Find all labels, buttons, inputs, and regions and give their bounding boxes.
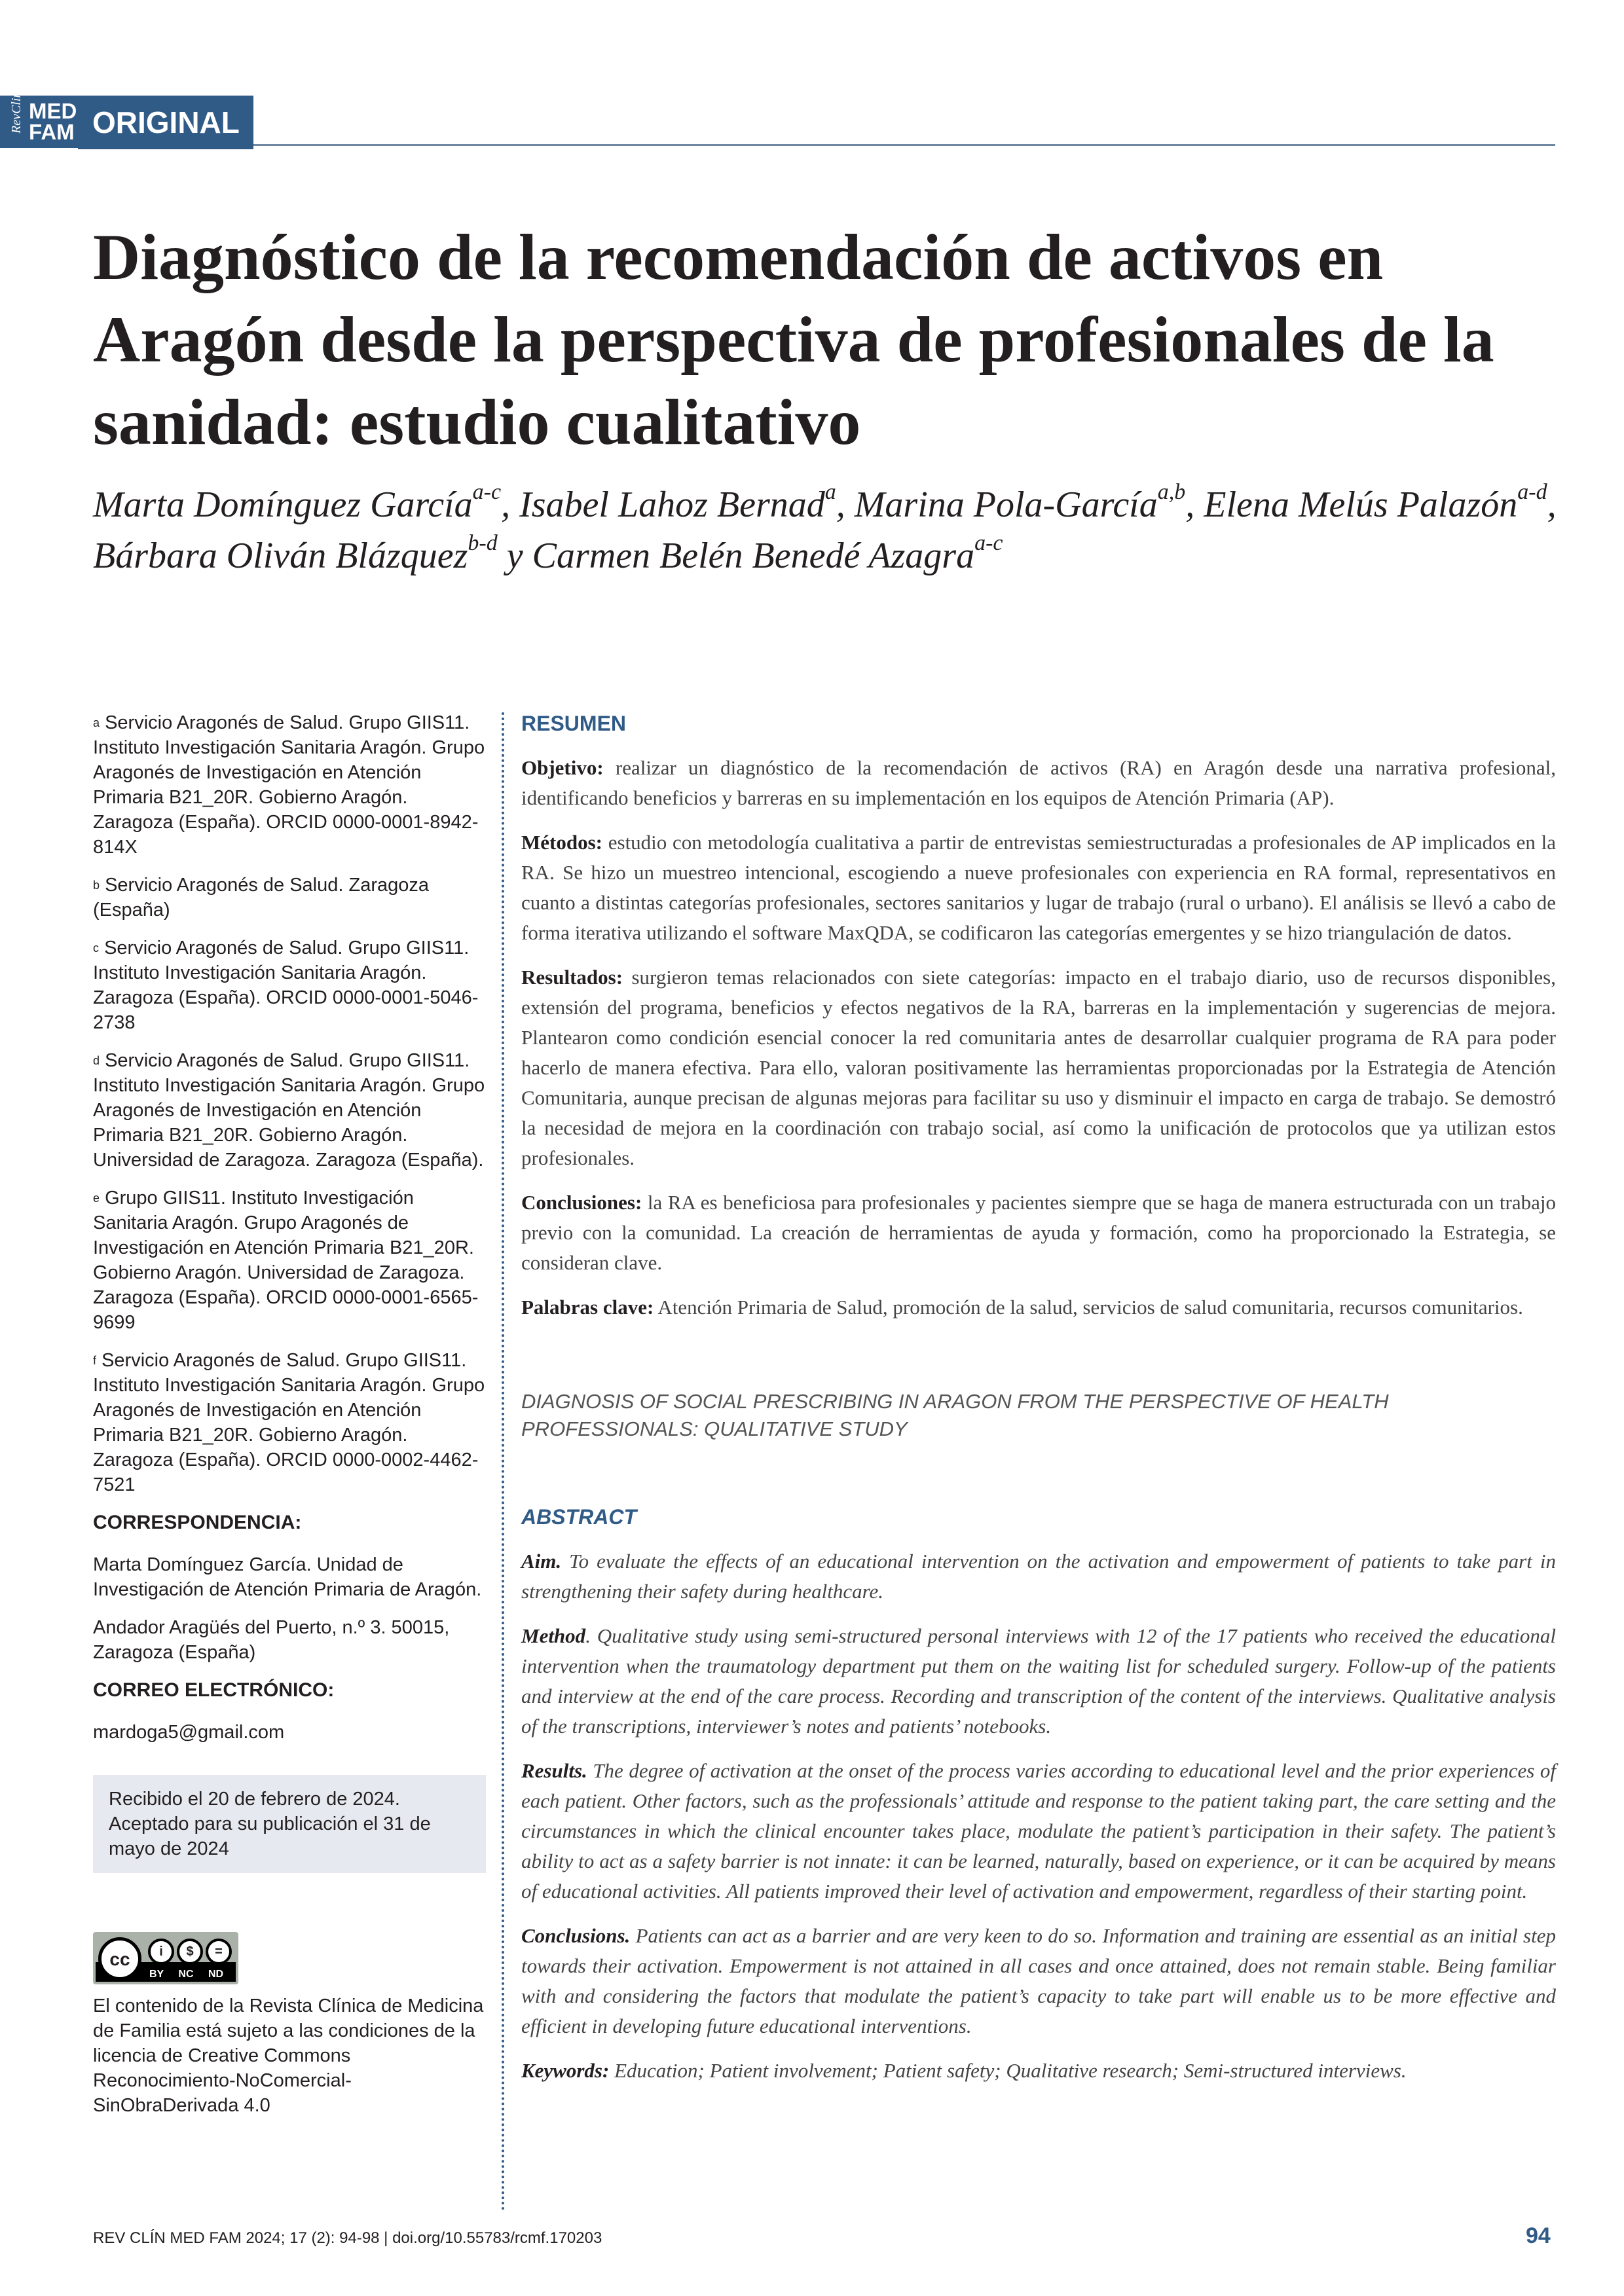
author-affiliation-mark: a <box>824 480 836 504</box>
article-title: Diagnóstico de la recomendación de activos en Aragón desde la perspectiva de profesionales de la sanidad: estudio cualitativo <box>93 221 1494 458</box>
affiliation-mark: a <box>93 716 100 729</box>
author-name: Isabel Lahoz Bernad <box>519 484 825 525</box>
abstract-section-text: . Qualitative study using semi-structured personal interviews with 12 of the 17 patients who received the educational intervention when the traumatology department put them on the waiting list for scheduled surgery. Follow-up of the patients and interview at the end of the care process. Recording and transcription of the content of the interviews. Qualitative analysis of the transcriptions, interviewer’s notes and patients’ notebooks. <box>521 1624 1556 1738</box>
author-list <box>93 479 1560 581</box>
license-text: El contenido de la Revista Clínica de Medicina de Familia está sujeto a las condiciones de la licencia de Creative Commons Reconocimiento-NoComercial-SinObraDerivada 4.0 <box>93 1995 484 2116</box>
affiliation-text: Servicio Aragonés de Salud. Grupo GIIS11. Instituto Investigación Sanitaria Aragón. Grupo Aragonés de Investigación en Atención Primaria B21_20R. Gobierno Aragón. Zaragoza (España). ORCID 0000-0002-4462-7521 <box>93 1350 485 1495</box>
affiliation <box>93 1348 486 1497</box>
abstract-heading: ABSTRACT <box>521 1505 637 1529</box>
sidebar-info <box>93 710 486 2131</box>
abstract-section-label: Results. <box>521 1759 587 1782</box>
resumen-section-label: Objetivo: <box>521 756 604 779</box>
affiliation-mark: c <box>93 941 99 955</box>
author-separator: , <box>1547 484 1557 525</box>
abstract-section-text: Patients can act as a barrier and are very keen to do so. Information and training are essential as an initial step towards their activation. Empowerment is not attained in all cases and once attained, does not remain stable. Being familiar with and considering the factors that modulate the patient’s capacity to take part will enable us to be more effective and efficient in developing future educational interventions. <box>521 1924 1556 2037</box>
abstract-section <box>521 1546 1556 1607</box>
license-badge-labels: BY NC ND <box>149 1969 224 1980</box>
affiliation-text: Servicio Aragonés de Salud. Grupo GIIS11. Instituto Investigación Sanitaria Aragón. Zaragoza (España). ORCID 0000-0001-5046-2738 <box>93 938 479 1033</box>
resumen-section-label: Métodos: <box>521 831 602 854</box>
abstract-section-label: Method <box>521 1624 586 1647</box>
affiliation <box>93 1186 486 1335</box>
abstract-section <box>521 1621 1556 1741</box>
affiliation-text: Grupo GIIS11. Instituto Investigación Sanitaria Aragón. Grupo Aragonés de Investigación en Atención Primaria B21_20R. Gobierno Aragón. Universidad de Zaragoza. Zaragoza (España). ORCID 0000-0001-6565-9699 <box>93 1188 479 1333</box>
logo-medfam-text: MED FAM <box>29 99 77 144</box>
resumen-heading: RESUMEN <box>521 712 627 735</box>
abstract-section-label: Conclusions. <box>521 1924 631 1947</box>
header-rule <box>253 144 1555 146</box>
author-separator: y <box>497 536 532 576</box>
received-dates: Recibido el 20 de febrero de 2024. Aceptado para su publicación el 31 de mayo de 2024 <box>93 1775 486 1873</box>
author-name: Marta Domínguez García <box>93 484 473 525</box>
resumen-body <box>521 753 1556 1322</box>
correspondence-address: Marta Domínguez García. Unidad de Investigación de Atención Primaria de Aragón. <box>93 1554 482 1600</box>
column-divider <box>502 712 504 2212</box>
author-name: Bárbara Oliván Blázquez <box>93 536 468 576</box>
affiliation-text: Servicio Aragonés de Salud. Zaragoza (España) <box>93 875 429 920</box>
author-affiliation-mark: a,b <box>1157 480 1186 504</box>
affiliation-mark: b <box>93 879 100 892</box>
resumen-section-text: estudio con metodología cualitativa a partir de entrevistas semiestructuradas a profesionales de AP implicados en la RA. Se hizo un muestreo intencional, escogiendo a nueve profesionales con experiencia en RA formal, representativos en cuanto a distintas categorías profesionales, sectores sanitarios y lugar de trabajo (rural o urbano). El análisis se llevó a cabo de forma iterativa utilizando el software MaxQDA, se codificaron las categorías emergentes y se hizo triangulación de datos. <box>521 831 1556 944</box>
affiliation-mark: e <box>93 1192 100 1205</box>
resumen-section-text: surgieron temas relacionados con siete categorías: impacto en el trabajo diario, uso de recursos disponibles, extensión del programa, beneficios y efectos negativos de la RA, barreras en la implementación y sugerencias de mejora. Plantearon como condición esencial conocer la red comunitaria antes de desarrollar cualquier programa de RA para poder hacerlo de manera efectiva. Para ello, valoran positivamente las herramientas proporcionadas por la Estrategia de Atención Comunitaria, aunque precisan de algunas mejoras para facilitar su uso y disminuir el impacto en carga de trabajo. Se demostró la necesidad de mejora en la coordinación con trabajo social, así como la unificación de protocolos que ya utilizan estos profesionales. <box>521 966 1556 1169</box>
resumen-section <box>521 1188 1556 1278</box>
resumen-section-text: la RA es beneficiosa para profesionales y pacientes siempre que se haga de manera estructurada con un trabajo previo con la comunidad. La creación de herramientas de ayuda y formación, como ha proporcionado la Estrategia, se consideran clave. <box>521 1191 1556 1274</box>
affiliation <box>93 1048 486 1173</box>
affiliation-mark: f <box>93 1354 97 1367</box>
affiliation-mark: d <box>93 1054 100 1067</box>
abstract-section-text: To evaluate the effects of an educational intervention on the activation and empowerment of patients to take part in strengthening their safety during healthcare. <box>521 1550 1556 1603</box>
resumen-section <box>521 1292 1556 1322</box>
nd-icon: = <box>206 1939 232 1965</box>
abstract-section-label: Aim. <box>521 1550 562 1573</box>
abstract-column <box>521 708 1556 2100</box>
affiliation <box>93 710 486 860</box>
author-separator: , <box>501 484 520 525</box>
author-separator: , <box>836 484 855 525</box>
resumen-section <box>521 753 1556 813</box>
by-icon: i <box>148 1939 174 1965</box>
resumen-section-label: Palabras clave: <box>521 1296 654 1319</box>
author-name: Elena Melús Palazón <box>1204 484 1518 525</box>
resumen-section <box>521 828 1556 948</box>
abstract-section <box>521 1756 1556 1906</box>
correspondence-heading: CORRESPONDENCIA: <box>93 1512 302 1533</box>
abstract-section-text: The degree of activation at the onset of the process varies according to educational level and the prior experiences of each patient. Other factors, such as the professionals’ attitude and response to the patient taking part, the care setting and the circumstances in which the clinical encounter takes place, modulate the patient’s participation in their safety. The patient’s ability to act as a safety barrier is not innate: it can be learned, naturally, based on experience, or it can be acquired by means of educational activities. All patients improved their level of activation and empowerment, regardless of their starting point. <box>521 1759 1556 1903</box>
footer-citation: REV CLÍN MED FAM 2024; 17 (2): 94-98 | doi.org/10.55783/rcmf.170203 <box>93 2229 602 2247</box>
email-link[interactable]: mardoga5@gmail.com <box>93 1722 285 1743</box>
affiliation <box>93 936 486 1035</box>
abstract-section-text: Education; Patient involvement; Patient safety; Qualitative research; Semi-structured interviews. <box>609 2059 1407 2082</box>
logo-revclin-text: RevClin <box>9 91 24 134</box>
affiliations <box>93 710 486 1497</box>
article-header <box>93 216 1560 581</box>
cc-license-badge[interactable] <box>93 1932 238 1984</box>
affiliation-text: Servicio Aragonés de Salud. Grupo GIIS11. Instituto Investigación Sanitaria Aragón. Grupo Aragonés de Investigación en Atención Primaria B21_20R. Gobierno Aragón. Zaragoza (España). ORCID 0000-0001-8942-814X <box>93 712 485 858</box>
affiliation-text: Servicio Aragonés de Salud. Grupo GIIS11. Instituto Investigación Sanitaria Aragón. Grupo Aragonés de Investigación en Atención Primaria B21_20R. Gobierno Aragón. Universidad de Zaragoza. Zaragoza (España). <box>93 1050 485 1171</box>
abstract-section <box>521 2056 1556 2086</box>
page-number: 94 <box>1526 2223 1551 2248</box>
author-separator: , <box>1185 484 1204 525</box>
correspondence-street: Andador Aragüés del Puerto, n.º 3. 50015, Zaragoza (España) <box>93 1617 450 1663</box>
journal-logo <box>0 91 78 148</box>
author-name: Carmen Belén Benedé Azagra <box>532 536 975 576</box>
resumen-section <box>521 962 1556 1173</box>
author-affiliation-mark: a-c <box>472 480 502 504</box>
abstract-body <box>521 1546 1556 2086</box>
abstract-section-label: Keywords: <box>521 2059 610 2082</box>
affiliation <box>93 873 486 922</box>
resumen-section-text: realizar un diagnóstico de la recomendación de activos (RA) en Aragón desde una narrativa profesional, identificando beneficios y barreras en su implementación en los equipos de Atención Primaria (AP). <box>521 756 1556 809</box>
cc-icon: cc <box>98 1937 141 1980</box>
author-name: Marina Pola-García <box>854 484 1158 525</box>
email-heading: CORREO ELECTRÓNICO: <box>93 1679 335 1701</box>
section-label: ORIGINAL <box>78 96 253 149</box>
author-affiliation-mark: a-c <box>974 531 1003 555</box>
resumen-section-text: Atención Primaria de Salud, promoción de la salud, servicios de salud comunitaria, recursos comunitarios. <box>654 1296 1523 1319</box>
resumen-section-label: Resultados: <box>521 966 623 989</box>
english-title: DIAGNOSIS OF SOCIAL PRESCRIBING IN ARAGON FROM THE PERSPECTIVE OF HEALTH PROFESSIONALS: QUALITATIVE STUDY <box>521 1390 1389 1440</box>
nc-icon: $ <box>177 1939 203 1965</box>
author-affiliation-mark: a-d <box>1517 480 1547 504</box>
abstract-section <box>521 1921 1556 2041</box>
resumen-section-label: Conclusiones: <box>521 1191 642 1214</box>
author-affiliation-mark: b-d <box>468 531 498 555</box>
